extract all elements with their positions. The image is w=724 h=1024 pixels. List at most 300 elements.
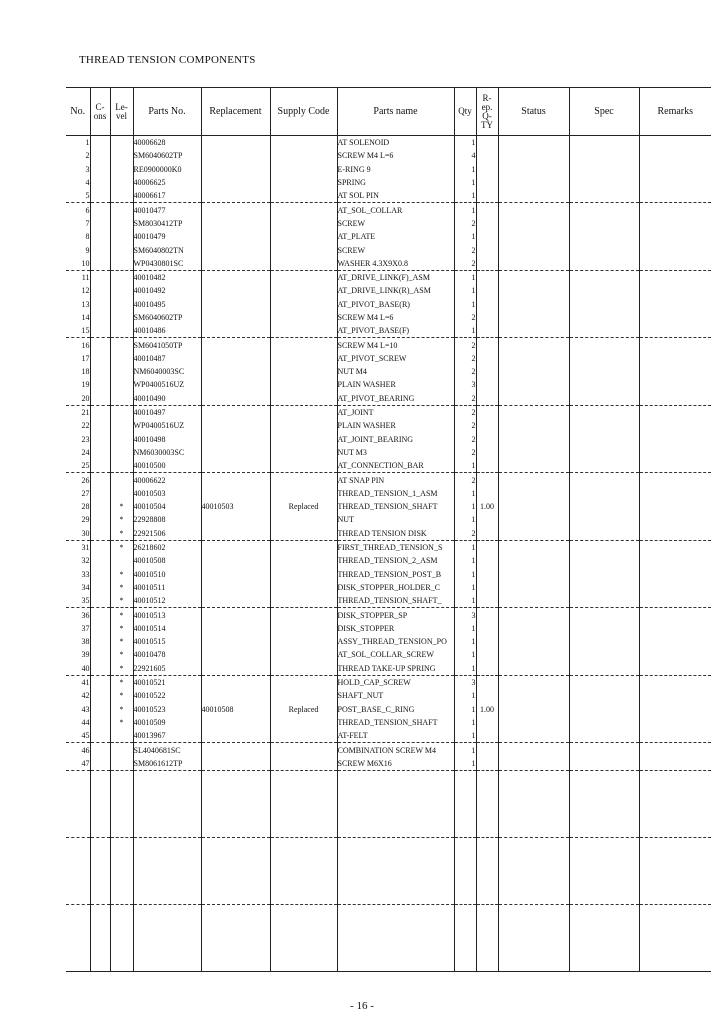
cell-parts-name: THREAD TAKE-UP SPRING [337, 662, 454, 676]
table-row [66, 513, 711, 526]
cell-cons [90, 594, 110, 608]
cell-supply-code [270, 203, 337, 217]
cell-level: * [110, 635, 133, 648]
cell-level: * [110, 662, 133, 676]
cell-level [110, 284, 133, 297]
cell-supply-code [270, 433, 337, 446]
cell-qty: 1 [454, 729, 476, 743]
cell-replacement [201, 648, 270, 661]
cell-spec [569, 622, 639, 635]
cell-spec [569, 189, 639, 203]
cell-no: 21 [81, 408, 90, 418]
cell-status [498, 554, 569, 567]
cell-rep-qty: 1.00 [476, 500, 498, 513]
cell-spec [569, 568, 639, 581]
table-row [66, 648, 711, 661]
cell-cons [90, 378, 110, 391]
cell-replacement [201, 230, 270, 243]
blank-cell [498, 837, 569, 904]
cell-no: 5 [66, 189, 90, 203]
cell-level: * [110, 513, 133, 526]
cell-parts-no: SM6040602TP [133, 149, 201, 162]
cell-no: 17 [81, 353, 90, 363]
cell-no: 3 [85, 164, 90, 174]
cell-no: 33 [81, 569, 90, 579]
cell-no: 35 [66, 594, 90, 608]
cell-status [498, 338, 569, 352]
cell-spec [569, 243, 639, 256]
cell-parts-no: WP0400516UZ [133, 419, 201, 432]
cell-qty: 1 [454, 540, 476, 554]
cell-remarks [639, 622, 711, 635]
col-header-rep-qty: R- ep. Q- TY [476, 88, 498, 136]
cell-remarks [639, 392, 711, 406]
cell-status [498, 716, 569, 729]
cell-remarks [639, 433, 711, 446]
blank-cell [337, 904, 454, 971]
cell-remarks [639, 324, 711, 338]
cell-remarks [639, 217, 711, 230]
cell-remarks [639, 176, 711, 189]
table-row [66, 689, 711, 702]
cell-supply-code [270, 189, 337, 203]
cell-status [498, 217, 569, 230]
cell-spec [569, 405, 639, 419]
cell-qty: 2 [454, 473, 476, 487]
cell-level [110, 230, 133, 243]
cell-remarks [639, 513, 711, 526]
cell-cons [90, 419, 110, 432]
cell-remarks [639, 500, 711, 513]
cell-qty: 1 [454, 622, 476, 635]
cell-supply-code [270, 163, 337, 176]
table-row [66, 446, 711, 459]
cell-supply-code: Replaced [270, 702, 337, 715]
cell-status [498, 392, 569, 406]
cell-cons [90, 392, 110, 406]
cell-remarks [639, 149, 711, 162]
cell-level: * [110, 568, 133, 581]
cell-replacement [201, 433, 270, 446]
col-header-cons: C- ons [90, 88, 110, 136]
cell-supply-code [270, 243, 337, 256]
cell-cons [90, 433, 110, 446]
cell-status [498, 675, 569, 689]
cell-level [110, 324, 133, 338]
cell-parts-name: SHAFT_NUT [337, 689, 454, 702]
cell-no: 42 [81, 691, 90, 701]
cell-supply-code [270, 257, 337, 271]
cell-cons [90, 757, 110, 771]
cell-qty: 3 [454, 608, 476, 622]
cell-no: 46 [81, 745, 90, 755]
cell-parts-name: DISK_STOPPER_SP [337, 608, 454, 622]
table-row [66, 527, 711, 541]
cell-no: 22 [81, 421, 90, 431]
cell-status [498, 419, 569, 432]
cell-replacement [201, 689, 270, 702]
cell-qty: 1 [454, 176, 476, 189]
cell-parts-name: THREAD TENSION DISK [337, 527, 454, 541]
cell-no: 7 [85, 218, 90, 228]
cell-spec [569, 608, 639, 622]
cell-no: 44 [81, 717, 90, 727]
cell-parts-name: AT_PIVOT_BEARING [337, 392, 454, 406]
cell-status [498, 136, 569, 150]
table-row [66, 230, 711, 243]
cell-qty: 1 [454, 662, 476, 676]
table-row [66, 163, 711, 176]
table-row [66, 378, 711, 391]
cell-parts-name: SPRING [337, 176, 454, 189]
cell-rep-qty [476, 743, 498, 757]
cell-level [110, 446, 133, 459]
cell-level: * [110, 675, 133, 689]
blank-cell [454, 837, 476, 904]
cell-supply-code [270, 608, 337, 622]
cell-supply-code [270, 675, 337, 689]
cell-spec [569, 743, 639, 757]
blank-cell [133, 904, 201, 971]
cell-qty: 1 [454, 716, 476, 729]
cell-status [498, 500, 569, 513]
cell-rep-qty [476, 217, 498, 230]
cell-status [498, 433, 569, 446]
cell-status [498, 284, 569, 297]
cell-remarks [639, 298, 711, 311]
cell-no: 1 [85, 138, 90, 148]
cell-qty: 1 [454, 594, 476, 608]
cell-supply-code [270, 527, 337, 541]
table-row [66, 500, 711, 513]
cell-replacement [201, 378, 270, 391]
col-header-level: Le- vel [110, 88, 133, 136]
cell-parts-no: 40010487 [133, 352, 201, 365]
cell-spec [569, 487, 639, 500]
cell-parts-no: 40010515 [133, 635, 201, 648]
cell-remarks [639, 284, 711, 297]
cell-qty: 1 [454, 513, 476, 526]
cell-status [498, 594, 569, 608]
cell-level [110, 743, 133, 757]
cell-qty: 2 [454, 365, 476, 378]
blank-cell [90, 837, 110, 904]
table-row [66, 203, 711, 217]
cell-supply-code [270, 729, 337, 743]
cell-remarks [639, 459, 711, 473]
cell-status [498, 689, 569, 702]
cell-rep-qty [476, 675, 498, 689]
cell-rep-qty [476, 338, 498, 352]
cell-spec [569, 459, 639, 473]
blank-cell [133, 770, 201, 837]
cell-level [110, 459, 133, 473]
cell-rep-qty [476, 230, 498, 243]
cell-status [498, 459, 569, 473]
cell-rep-qty [476, 757, 498, 771]
cell-parts-name: AT SNAP PIN [337, 473, 454, 487]
blank-cell [66, 904, 90, 971]
cell-supply-code [270, 635, 337, 648]
cell-status [498, 446, 569, 459]
blank-cell [498, 770, 569, 837]
cell-supply-code [270, 581, 337, 594]
col-header-spec: Spec [569, 88, 639, 136]
cell-replacement [201, 581, 270, 594]
blank-cell [639, 904, 711, 971]
cell-replacement [201, 203, 270, 217]
cell-supply-code [270, 352, 337, 365]
cell-parts-no: WP0400516UZ [133, 378, 201, 391]
cell-spec [569, 378, 639, 391]
table-row [66, 554, 711, 567]
cell-cons [90, 217, 110, 230]
cell-cons [90, 446, 110, 459]
table-row [66, 392, 711, 406]
cell-parts-no: SM6040802TN [133, 243, 201, 256]
cell-cons [90, 743, 110, 757]
cell-qty: 1 [454, 635, 476, 648]
cell-parts-no: 40010508 [133, 554, 201, 567]
table-row [66, 217, 711, 230]
cell-cons [90, 527, 110, 541]
blank-cell [476, 904, 498, 971]
cell-rep-qty [476, 392, 498, 406]
cell-parts-no: SM6041050TP [133, 338, 201, 352]
cell-status [498, 149, 569, 162]
cell-cons [90, 675, 110, 689]
blank-cell [90, 904, 110, 971]
blank-cell [66, 770, 90, 837]
cell-cons [90, 716, 110, 729]
cell-remarks [639, 311, 711, 324]
cell-no: 10 [66, 257, 90, 271]
cell-replacement [201, 675, 270, 689]
cell-cons [90, 581, 110, 594]
cell-remarks [639, 189, 711, 203]
table-row [66, 702, 711, 715]
blank-cell [66, 837, 90, 904]
table-row [66, 365, 711, 378]
cell-no: 4 [85, 178, 90, 188]
col-header-parts-name: Parts name [337, 88, 454, 136]
cell-replacement [201, 392, 270, 406]
cell-replacement [201, 554, 270, 567]
blank-cell [133, 837, 201, 904]
cell-supply-code [270, 284, 337, 297]
cell-supply-code [270, 311, 337, 324]
cell-rep-qty [476, 635, 498, 648]
cell-status [498, 662, 569, 676]
cell-level [110, 311, 133, 324]
cell-level [110, 189, 133, 203]
cell-no: 41 [81, 678, 90, 688]
blank-cell [454, 904, 476, 971]
cell-rep-qty [476, 527, 498, 541]
cell-remarks [639, 729, 711, 743]
cell-supply-code [270, 217, 337, 230]
cell-replacement [201, 176, 270, 189]
col-header-replacement: Replacement [201, 88, 270, 136]
blank-cell [90, 770, 110, 837]
cell-status [498, 743, 569, 757]
cell-supply-code [270, 594, 337, 608]
table-row [66, 243, 711, 256]
blank-cell [337, 837, 454, 904]
cell-qty: 4 [454, 149, 476, 162]
cell-supply-code [270, 757, 337, 771]
cell-status [498, 298, 569, 311]
cell-cons [90, 635, 110, 648]
cell-cons [90, 203, 110, 217]
cell-level [110, 554, 133, 567]
cell-level: * [110, 540, 133, 554]
cell-parts-name: AT_PIVOT_BASE(F) [337, 324, 454, 338]
cell-supply-code [270, 365, 337, 378]
cell-status [498, 163, 569, 176]
cell-status [498, 581, 569, 594]
cell-rep-qty [476, 473, 498, 487]
cell-level [110, 729, 133, 743]
cell-replacement [201, 568, 270, 581]
cell-status [498, 243, 569, 256]
cell-cons [90, 702, 110, 715]
cell-qty: 2 [454, 527, 476, 541]
cell-spec [569, 675, 639, 689]
cell-spec [569, 230, 639, 243]
col-header-status: Status [498, 88, 569, 136]
cell-parts-name: ASSY_THREAD_TENSION_PO [337, 635, 454, 648]
cell-no: 18 [81, 367, 90, 377]
cell-replacement [201, 743, 270, 757]
cell-status [498, 189, 569, 203]
cell-level: * [110, 500, 133, 513]
cell-level [110, 243, 133, 256]
cell-rep-qty [476, 352, 498, 365]
cell-remarks [639, 405, 711, 419]
cell-parts-no: 26218602 [133, 540, 201, 554]
cell-supply-code [270, 298, 337, 311]
table-row [66, 716, 711, 729]
cell-parts-no: 40006622 [133, 473, 201, 487]
cell-parts-name: NUT [337, 513, 454, 526]
cell-replacement [201, 473, 270, 487]
cell-spec [569, 284, 639, 297]
cell-replacement [201, 352, 270, 365]
cell-remarks [639, 594, 711, 608]
cell-supply-code [270, 230, 337, 243]
cell-qty: 2 [454, 433, 476, 446]
cell-spec [569, 662, 639, 676]
cell-cons [90, 500, 110, 513]
cell-cons [90, 554, 110, 567]
cell-status [498, 378, 569, 391]
cell-level [110, 405, 133, 419]
cell-spec [569, 419, 639, 432]
cell-parts-no: 40010521 [133, 675, 201, 689]
cell-status [498, 648, 569, 661]
cell-supply-code [270, 338, 337, 352]
cell-rep-qty [476, 243, 498, 256]
blank-cell [201, 837, 270, 904]
cell-supply-code [270, 378, 337, 391]
cell-qty: 1 [454, 743, 476, 757]
cell-replacement [201, 527, 270, 541]
cell-cons [90, 662, 110, 676]
cell-supply-code: Replaced [270, 500, 337, 513]
blank-cell [337, 770, 454, 837]
cell-spec [569, 540, 639, 554]
cell-remarks [639, 365, 711, 378]
cell-cons [90, 298, 110, 311]
cell-level [110, 419, 133, 432]
cell-parts-no: 22921605 [133, 662, 201, 676]
cell-cons [90, 622, 110, 635]
cell-status [498, 527, 569, 541]
cell-qty: 2 [454, 338, 476, 352]
cell-level [110, 176, 133, 189]
table-row [66, 568, 711, 581]
cell-remarks [639, 689, 711, 702]
cell-level: * [110, 594, 133, 608]
cell-remarks [639, 635, 711, 648]
cell-level [110, 473, 133, 487]
cell-no: 31 [81, 543, 90, 553]
cell-cons [90, 608, 110, 622]
cell-parts-no: 40010523 [133, 702, 201, 715]
cell-parts-name: AT_PLATE [337, 230, 454, 243]
cell-parts-no: SM8061612TP [133, 757, 201, 771]
cell-replacement [201, 716, 270, 729]
cell-rep-qty [476, 433, 498, 446]
cell-spec [569, 702, 639, 715]
cell-remarks [639, 743, 711, 757]
table-row [66, 176, 711, 189]
cell-spec [569, 446, 639, 459]
col-header-supply-code: Supply Code [270, 88, 337, 136]
cell-spec [569, 217, 639, 230]
cell-no: 47 [66, 757, 90, 771]
cell-level [110, 487, 133, 500]
cell-spec [569, 338, 639, 352]
cell-supply-code [270, 716, 337, 729]
cell-parts-no: 40010490 [133, 392, 201, 406]
parts-table-body [66, 136, 711, 972]
cell-remarks [639, 473, 711, 487]
table-row [66, 608, 711, 622]
cell-level: * [110, 527, 133, 541]
cell-qty: 1 [454, 581, 476, 594]
cell-parts-no: 40010498 [133, 433, 201, 446]
cell-parts-no: 40010509 [133, 716, 201, 729]
cell-remarks [639, 702, 711, 715]
cell-qty: 2 [454, 217, 476, 230]
cell-parts-name: AT_CONNECTION_BAR [337, 459, 454, 473]
cell-parts-no: 40010478 [133, 648, 201, 661]
cell-parts-no: 40010522 [133, 689, 201, 702]
col-header-qty: Qty [454, 88, 476, 136]
table-row [66, 473, 711, 487]
cell-parts-name: SCREW M4 L=6 [337, 311, 454, 324]
blank-cell [201, 770, 270, 837]
cell-cons [90, 459, 110, 473]
cell-level: * [110, 581, 133, 594]
cell-spec [569, 648, 639, 661]
cell-level: * [110, 716, 133, 729]
cell-level [110, 270, 133, 284]
cell-parts-no: 22928808 [133, 513, 201, 526]
cell-rep-qty [476, 554, 498, 567]
